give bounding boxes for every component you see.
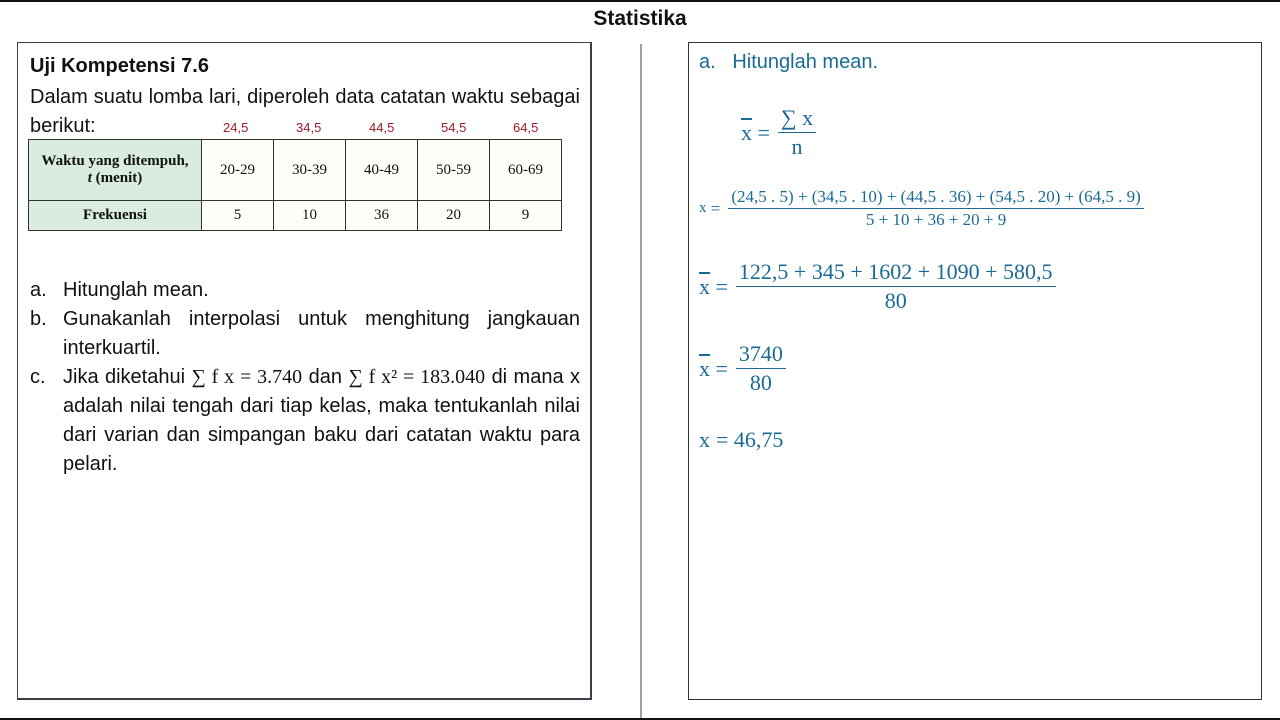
problem-intro: Dalam suatu lomba lari, diperoleh data catatan waktu sebagai berikut:: [30, 86, 580, 137]
table-row: [29, 140, 562, 201]
sum-fx: ∑ f x = 3.740: [191, 366, 303, 388]
mean-total: $\overline{x}$ = $\frac{3740}{80}$: [699, 341, 786, 396]
interval-cell: 30-39: [274, 140, 346, 201]
question-list: [30, 276, 580, 479]
row-header-time: Waktu yang ditempuh, t (menit): [29, 140, 202, 201]
row-header-frequency: Frekuensi: [29, 201, 202, 231]
frequency-cell: 36: [346, 201, 418, 231]
question-c: c. Jika diketahui ∑ f x = 3.740 dan ∑ f x² = 183.040 di mana x adalah nilai tengah dari tiap kelas, maka tentukanlah nilai dari varian dan simpangan baku dari catatan waktu para pelari.: [30, 366, 581, 475]
mean-substitution: x = (24,5 . 5) + (34,5 . 10) + (44,5 . 36) + (54,5 . 20) + (64,5 . 9) 5 + 10 + 36 + 20 + 9: [699, 187, 1144, 230]
mean-formula: $\overline{x}$ = $\frac{\sum x}{n}$: [741, 105, 816, 160]
table-row: [29, 201, 562, 231]
midpoint-label: 44,5: [369, 120, 395, 135]
frequency-cell: 10: [274, 201, 346, 231]
midpoint-label: 54,5: [441, 120, 467, 135]
interval-cell: 50-59: [418, 140, 490, 201]
vertical-divider: [640, 44, 642, 720]
interval-cell: 60-69: [490, 140, 562, 201]
top-border: [0, 0, 1280, 2]
frequency-cell: 9: [490, 201, 562, 231]
frequency-table: [28, 139, 562, 231]
frequency-cell: 5: [202, 201, 274, 231]
midpoint-label: 24,5: [223, 120, 249, 135]
mean-products: $\overline{x}$ = $\frac{122,5 + 345 + 1602 + 1090 + 580,5}{80}$: [699, 259, 1056, 314]
page-title: Statistika: [593, 7, 687, 30]
question-b: b. Gunakanlah interpolasi untuk menghitung jangkauan interkuartil.: [30, 308, 580, 359]
solution-title: a. Hitunglah mean.: [699, 51, 878, 73]
mean-result: x = 46,75: [699, 427, 784, 452]
exercise-heading: Uji Kompetensi 7.6: [30, 55, 209, 77]
frequency-cell: 20: [418, 201, 490, 231]
midpoint-label: 64,5: [513, 120, 539, 135]
interval-cell: 40-49: [346, 140, 418, 201]
problem-panel: [17, 42, 592, 700]
midpoint-label: 34,5: [296, 120, 322, 135]
interval-cell: 20-29: [202, 140, 274, 201]
sum-fx2: ∑ f x² = 183.040: [348, 366, 486, 388]
solution-panel: [688, 42, 1262, 700]
question-a: a. Hitunglah mean.: [30, 279, 209, 301]
